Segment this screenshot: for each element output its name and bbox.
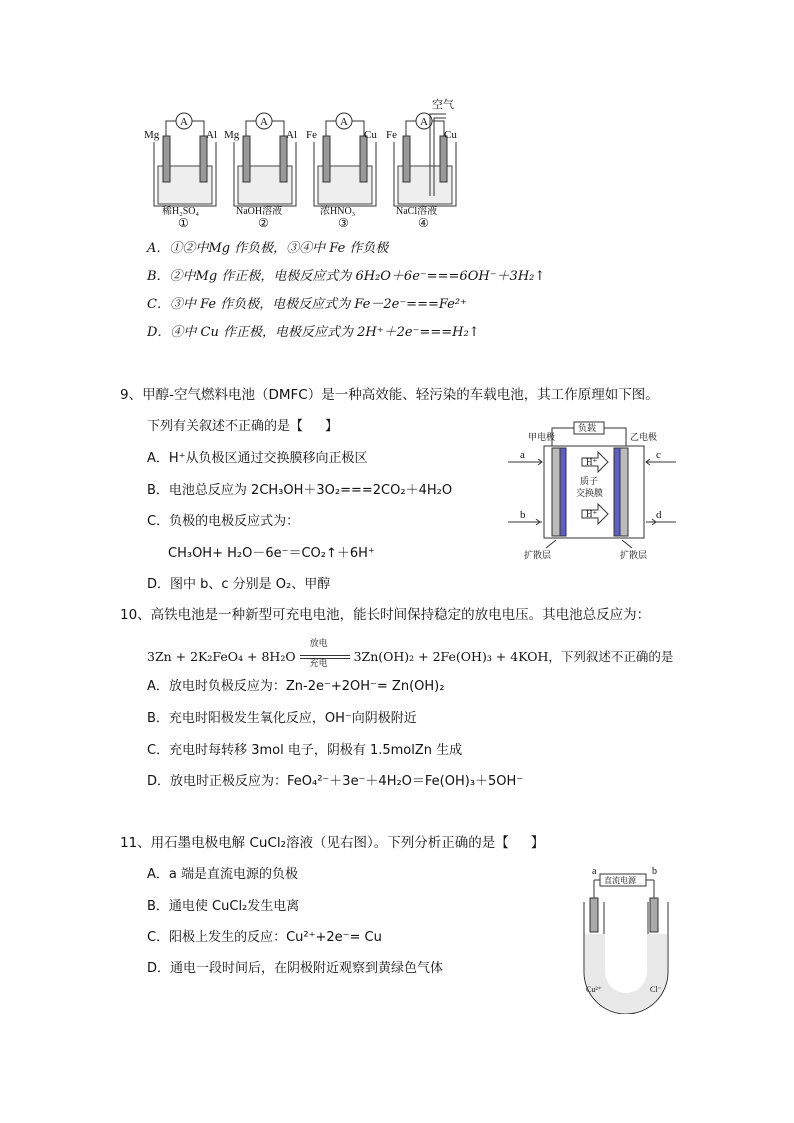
dmfc-membrane-1: 质子 [580, 476, 599, 486]
cell-4-solution: NaCl溶液 [396, 206, 438, 217]
q9-stem-end: 】 [325, 419, 339, 434]
q9-option-c-eq: CH₃OH+ H₂O－6e⁻＝CO₂↑＋6H⁺ [168, 546, 375, 561]
cell-3-right: Cu [364, 129, 377, 141]
q10-eq-right: 3Zn(OH)₂ + 2Fe(OH)₃ + 4KOH，下列叙述不正确的是 [353, 649, 674, 664]
q10-option-c: C．充电时每转移 3mol 电子，阴极有 1.5molZn 生成 [147, 743, 463, 758]
electrolysis-power: 直流电源 [604, 876, 636, 885]
electrolysis-label-a: a [592, 866, 597, 877]
dmfc-ion-1: H⁺ [586, 457, 598, 467]
dmfc-right-electrode: 乙电极 [630, 432, 658, 442]
electrolysis-label-b: b [652, 866, 657, 877]
cell-1-num: ① [178, 216, 189, 230]
cell-1-solution: 稀H₂SO₄ [162, 206, 199, 217]
cell-2-solution: NaOH溶液 [236, 206, 283, 217]
q10-eq-charge: 充电 [309, 658, 328, 669]
q9-stem-text: 下列有关叙述不正确的是【 [147, 419, 304, 434]
cell-3-num: ③ [338, 216, 349, 230]
cell-4-left: Fe [386, 129, 397, 141]
cell-numbers [140, 216, 490, 232]
q10-stem: 10、高铁电池是一种新型可充电电池，能长时间保持稳定的放电电压。其电池总反应为： [120, 607, 651, 623]
q9-stem-2 [147, 418, 338, 436]
q10-option-a: A．放电时负极反应为：Zn-2e⁻+2OH⁻= Zn(OH)₂ [147, 679, 445, 694]
dmfc-left-electrode: 甲电极 [528, 432, 556, 442]
q8-option-b: B．②中Mg 作正极，电极反应式为 6H₂O＋6e⁻===6OH⁻＋3H₂↑ [147, 269, 546, 284]
dmfc-diffusion-right: 扩散层 [620, 550, 648, 560]
q10-eq-arrow [300, 638, 350, 669]
dmfc-label-b: b [520, 509, 526, 521]
cell-3-left: Fe [306, 129, 317, 141]
q10-equation [147, 638, 674, 669]
dmfc-load: 负载 [578, 423, 597, 433]
q10-eq-discharge: 放电 [309, 638, 328, 649]
q9-option-d: D．图中 b、c 分别是 O₂、甲醇 [147, 577, 331, 592]
q11-option-a: A．a 端是直流电源的负极 [147, 867, 298, 882]
dmfc-membrane-2: 交换膜 [576, 488, 604, 498]
q9-option-b: B．电池总反应为 2CH₃OH＋3O₂===2CO₂＋4H₂O [147, 483, 453, 498]
cell-2-left: Mg [224, 129, 240, 141]
dmfc-label-d: d [656, 509, 662, 521]
cell-3-meter: A [340, 116, 348, 128]
cell-4-num: ④ [418, 216, 429, 230]
dmfc-label-a: a [520, 449, 525, 461]
q11-stem-end: 】 [530, 835, 545, 851]
cell-1-left: Mg [144, 129, 160, 141]
q8-option-a: A．①②中Mg 作负极，③④中 Fe 作负极 [147, 241, 389, 256]
dmfc-figure [494, 418, 688, 566]
q11-stem-text: 11、用石墨电极电解 CuCl₂溶液（见右图）。下列分析正确的是【 [120, 835, 509, 851]
cell-4-right: Cu [444, 129, 457, 141]
cell-3-solution: 浓HNO₃ [320, 206, 356, 217]
cell-4-meter: A [420, 116, 428, 128]
q10-option-d: D．放电时正极反应为：FeO₄²⁻＋3e⁻＋4H₂O＝Fe(OH)₃＋5OH⁻ [147, 774, 524, 789]
dmfc-ion-2: H⁺ [586, 509, 598, 519]
q11-stem [120, 834, 544, 852]
cell-1-meter: A [180, 116, 188, 128]
q11-option-c: C．阳极上发生的反应：Cu²⁺+2e⁻= Cu [147, 930, 382, 945]
cell-2-meter: A [260, 116, 268, 128]
q8-option-d: D．④中 Cu 作正极，电极反应式为 2H⁺＋2e⁻===H₂↑ [147, 325, 480, 340]
cell-1-right: Al [206, 129, 217, 141]
q11-option-b: B．通电使 CuCl₂发生电离 [147, 899, 300, 914]
cell-2-right: Al [286, 129, 297, 141]
q8-option-c: C．③中 Fe 作负极，电极反应式为 Fe－2e⁻===Fe²⁺ [147, 297, 467, 312]
electrolysis-figure [576, 864, 680, 1014]
q10-option-b: B．充电时阳极发生氧化反应，OH⁻向阴极附近 [147, 711, 417, 726]
q9-stem: 9、甲醇-空气燃料电池（DMFC）是一种高效能、轻污染的车载电池，其工作原理如下图。 [120, 387, 659, 403]
q9-option-c: C．负极的电极反应式为： [147, 514, 300, 529]
electrolysis-cl: Cl⁻ [650, 985, 662, 994]
q10-eq-left: 3Zn + 2K₂FeO₄ + 8H₂O [147, 649, 296, 664]
dmfc-label-c: c [656, 449, 661, 461]
galvanic-cells-figure [140, 96, 490, 218]
q9-option-a: A．H⁺从负极区通过交换膜移向正极区 [147, 451, 368, 466]
dmfc-diffusion-left: 扩散层 [524, 550, 552, 560]
q11-option-d: D．通电一段时间后，在阴极附近观察到黄绿色气体 [147, 961, 444, 976]
electrolysis-cu: Cu²⁺ [586, 985, 602, 994]
cell-2-num: ② [258, 216, 269, 230]
cell-4-air: 空气 [432, 99, 454, 111]
